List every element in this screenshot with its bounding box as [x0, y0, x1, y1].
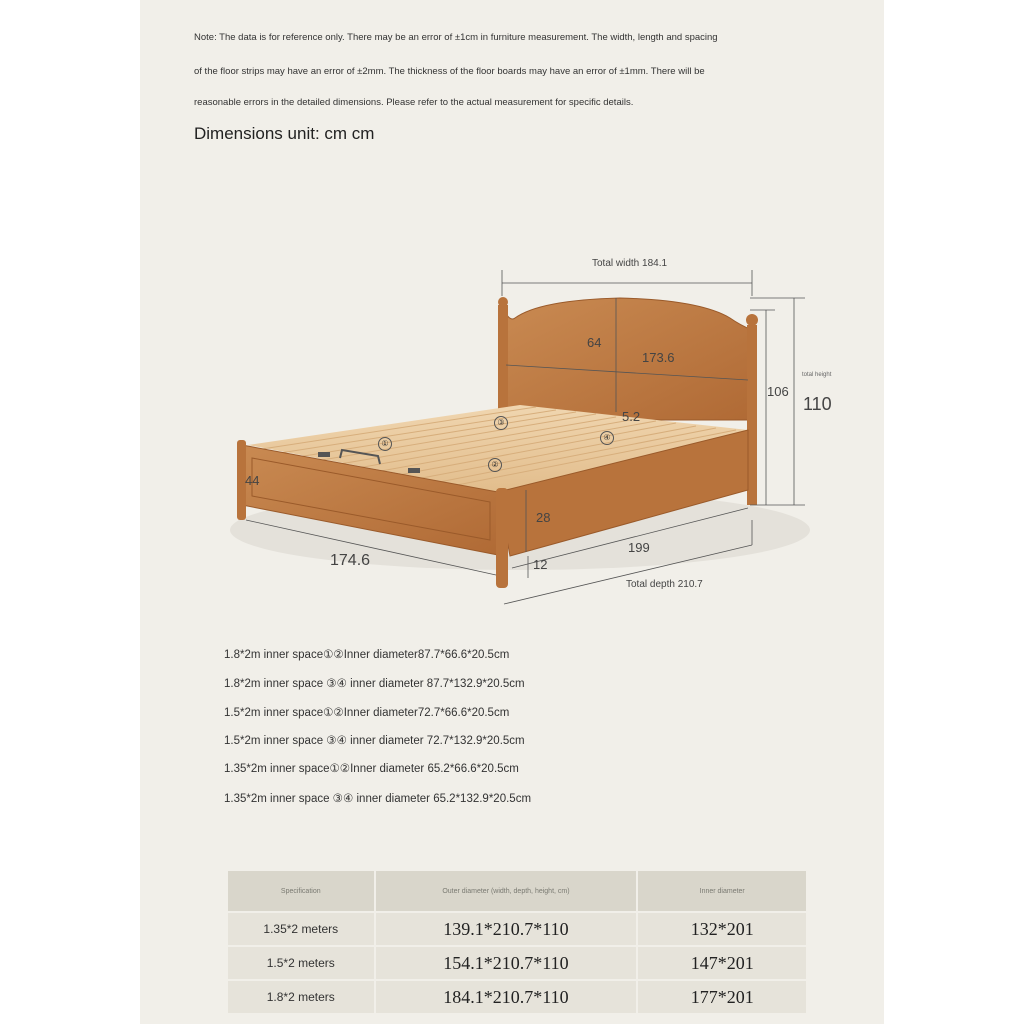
headboard-width-label: 173.6: [642, 350, 675, 365]
spec-line-3: 1.5*2m inner space①②Inner diameter72.7*66.6*20.5cm: [224, 707, 510, 719]
table-header-inner-diameter: Inner diameter: [637, 871, 807, 912]
headboard: [504, 298, 752, 420]
note-line-1: Note: The data is for reference only. There may be an error of ±1cm in furniture measurement. The width, length and spacing: [194, 32, 718, 43]
table-cell-inner: 147*201: [637, 946, 807, 980]
table-header-outer-diameter: Outer diameter (width, depth, height, cm): [375, 871, 638, 912]
leg-clearance-label: 12: [533, 557, 548, 572]
inner-width-label: 174.6: [330, 552, 371, 569]
spec-line-1: 1.8*2m inner space①②Inner diameter87.7*66.6*20.5cm: [224, 649, 510, 661]
note-line-2: of the floor strips may have an error of ±2mm. The thickness of the floor boards may have an error of ±1mm. There will be: [194, 66, 705, 77]
table-row: [228, 946, 807, 980]
page-heading: Dimensions unit: cm cm: [194, 124, 375, 143]
note-line-3: reasonable errors in the detailed dimensions. Please refer to the actual measurement for specific details.: [194, 97, 634, 108]
spec-line-5: 1.35*2m inner space①②Inner diameter 65.2*66.6*20.5cm: [224, 763, 519, 775]
total-height-value: 110: [803, 394, 832, 414]
compartment-2-marker: ②: [488, 458, 502, 472]
total-height-caption: total height: [802, 372, 832, 378]
spec-line-2: 1.8*2m inner space ③④ inner diameter 87.7*132.9*20.5cm: [224, 678, 525, 690]
headboard-height-label: 106: [767, 384, 789, 399]
table-cell-inner: 132*201: [637, 912, 807, 946]
post-finial-left: [498, 297, 508, 307]
table-cell-outer: 154.1*210.7*110: [375, 946, 638, 980]
table-cell-spec: 1.8*2 meters: [228, 980, 375, 1013]
total-depth-label: Total depth 210.7: [626, 579, 703, 590]
table-cell-outer: 139.1*210.7*110: [375, 912, 638, 946]
headboard-gap-label: 5.2: [622, 409, 641, 424]
side-rail-height-label: 28: [536, 510, 551, 525]
compartment-4-marker: ④: [600, 431, 614, 445]
table-header-specification: Specification: [228, 871, 375, 912]
table-cell-inner: 177*201: [637, 980, 807, 1013]
inner-length-label: 199: [628, 540, 650, 555]
spec-line-6: 1.35*2m inner space ③④ inner diameter 65.2*132.9*20.5cm: [224, 793, 532, 805]
size-table: [228, 871, 808, 1013]
table-row: [228, 912, 807, 946]
headboard-arc-height-label: 64: [587, 335, 602, 350]
table-cell-outer: 184.1*210.7*110: [375, 980, 638, 1013]
hinge-1: [318, 452, 330, 457]
footboard-height-label: 44: [245, 473, 260, 488]
table-header-row: [228, 871, 807, 912]
spec-line-4: 1.5*2m inner space ③④ inner diameter 72.7*132.9*20.5cm: [224, 735, 525, 747]
compartment-1-marker: ①: [378, 437, 392, 451]
post-finial-right: [746, 314, 758, 326]
hinge-2: [408, 468, 420, 473]
table-row: [228, 980, 807, 1013]
total-width-label: Total width 184.1: [592, 258, 668, 269]
compartment-3-marker: ③: [494, 416, 508, 430]
foot-post-right: [496, 488, 508, 588]
table-cell-spec: 1.35*2 meters: [228, 912, 375, 946]
table-cell-spec: 1.5*2 meters: [228, 946, 375, 980]
